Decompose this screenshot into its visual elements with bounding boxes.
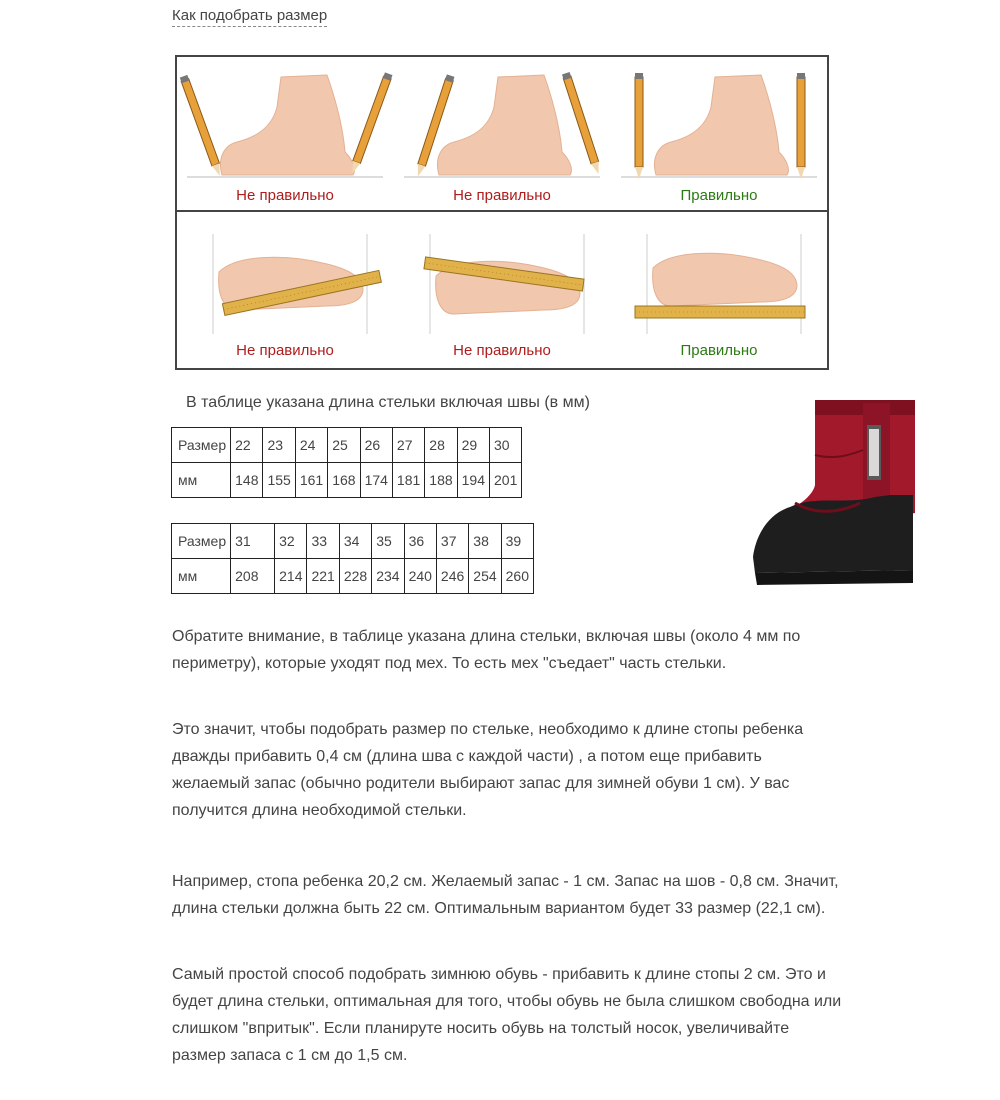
table-cell: 246: [436, 559, 468, 594]
table-header-cell: Размер: [172, 428, 231, 463]
table-cell: 36: [404, 524, 436, 559]
table-cell: 254: [469, 559, 501, 594]
guide-caption: Не правильно: [236, 342, 334, 359]
table-cell: 32: [275, 524, 307, 559]
table-cell: 240: [404, 559, 436, 594]
table-cell: 260: [501, 559, 533, 594]
table-row: [172, 524, 534, 559]
guide-row-top-view: [177, 214, 827, 369]
table-cell: 35: [372, 524, 404, 559]
table-cell: 194: [457, 463, 489, 498]
guide-caption: Не правильно: [453, 187, 551, 204]
table-cell: 188: [425, 463, 457, 498]
table-cell: 228: [339, 559, 371, 594]
table-cell: 174: [360, 463, 392, 498]
table-cell: 214: [275, 559, 307, 594]
table-cell: 39: [501, 524, 533, 559]
size-guide-link[interactable]: Как подобрать размер: [172, 6, 327, 27]
size-table-1: [171, 427, 522, 498]
table-cell: 221: [307, 559, 339, 594]
table-cell: 23: [263, 428, 295, 463]
table-cell: 22: [231, 428, 263, 463]
guide-panel-side-incorrect-1: [177, 57, 393, 212]
guide-caption: Не правильно: [236, 187, 334, 204]
table-cell: 155: [263, 463, 295, 498]
paragraph-example: Например, стопа ребенка 20,2 см. Желаемый запас - 1 см. Запас на шов - 0,8 см. Значит, длина стельки должна быть 22 см. Оптимальным вариантом будет 33 размер (22,1 см).: [172, 873, 839, 917]
measurement-guide-illustration: [175, 55, 829, 370]
guide-panel-top-incorrect-1: [177, 214, 393, 369]
table-cell: 37: [436, 524, 468, 559]
table-cell: 208: [231, 559, 275, 594]
table-row: [172, 463, 522, 498]
paragraph-simple-method: Самый простой способ подобрать зимнюю обувь - прибавить к длине стопы 2 см. Это и будет длина стельки, оптимальная для того, чтобы обувь не была слишком свободна или слишком "впритык". Если планируте носить обувь на толстый носок, увеличивайте размер запаса с 1 см до 1,5 см.: [172, 966, 842, 1064]
table-header-cell: мм: [172, 559, 231, 594]
size-table-2: [171, 523, 534, 594]
table-cell: 33: [307, 524, 339, 559]
winter-boot-photo-icon: [745, 395, 915, 595]
table-cell: 38: [469, 524, 501, 559]
table-note: В таблице указана длина стельки включая швы (в мм): [186, 394, 590, 411]
table-cell: 24: [295, 428, 327, 463]
table-cell: 29: [457, 428, 489, 463]
guide-panel-side-incorrect-2: [394, 57, 610, 212]
table-header-cell: Размер: [172, 524, 231, 559]
guide-panel-top-correct: [611, 214, 827, 369]
table-cell: 181: [392, 463, 424, 498]
guide-panel-side-correct: [611, 57, 827, 212]
table-cell: 26: [360, 428, 392, 463]
guide-caption: Не правильно: [453, 342, 551, 359]
table-cell: 27: [392, 428, 424, 463]
table-cell: 34: [339, 524, 371, 559]
table-header-cell: мм: [172, 463, 231, 498]
table-cell: 168: [328, 463, 360, 498]
guide-row-side-view: [177, 57, 827, 212]
guide-caption: Правильно: [680, 187, 758, 204]
table-row: [172, 428, 522, 463]
paragraph-seam-note: Обратите внимание, в таблице указана длина стельки, включая швы (около 4 мм по периметру), которые уходят под мех. То есть мех "съедает" часть стельки.: [172, 628, 801, 672]
table-cell: 234: [372, 559, 404, 594]
table-cell: 161: [295, 463, 327, 498]
table-cell: 201: [490, 463, 522, 498]
guide-caption: Правильно: [680, 342, 758, 359]
table-cell: 25: [328, 428, 360, 463]
table-row: [172, 559, 534, 594]
guide-panel-top-incorrect-2: [394, 214, 610, 369]
table-cell: 148: [231, 463, 263, 498]
paragraph-calculation: Это значит, чтобы подобрать размер по стельке, необходимо к длине стопы ребенка дважды прибавить 0,4 см (длина шва с каждой части) , а потом еще прибавить желаемый запас (обычно родители выбирают запас для зимней обуви 1 см). У вас получится длина необходимой стельки.: [172, 721, 804, 819]
table-cell: 30: [490, 428, 522, 463]
table-cell: 31: [231, 524, 275, 559]
table-cell: 28: [425, 428, 457, 463]
